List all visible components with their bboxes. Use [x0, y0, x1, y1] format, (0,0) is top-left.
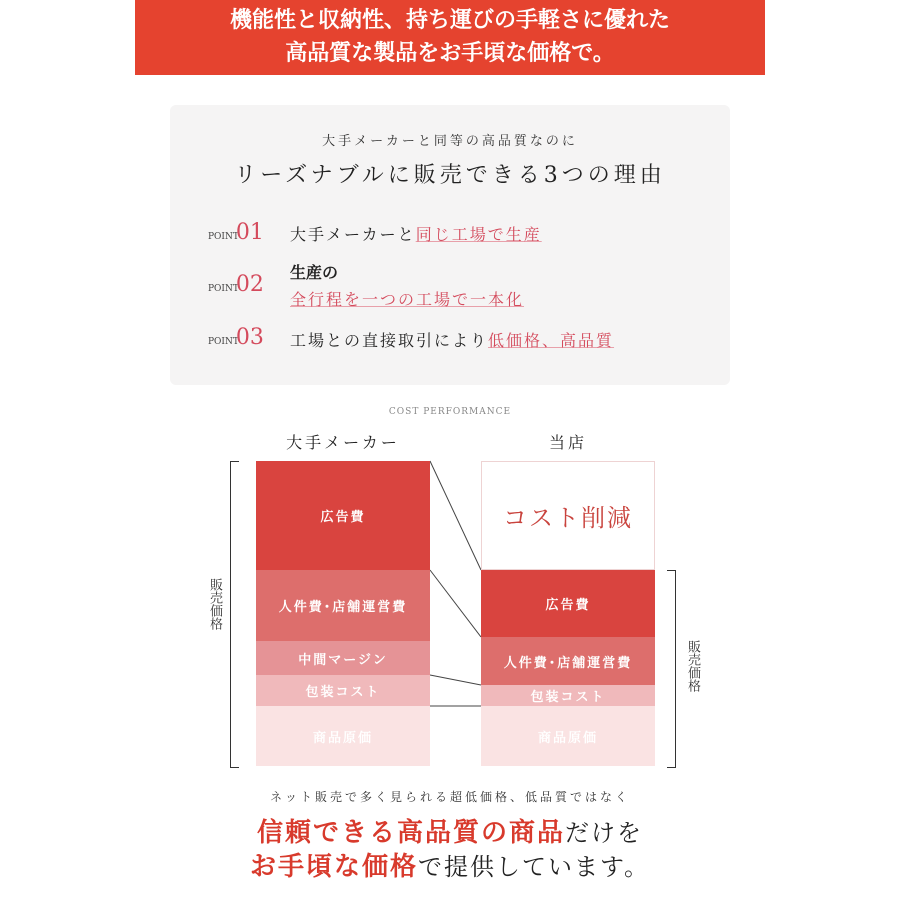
cost-reduction-box: コスト削減 — [481, 461, 655, 570]
point-2-label: POINT02 — [208, 272, 264, 297]
banner-line-2: 高品質な製品をお手頃な価格で。 — [285, 41, 615, 66]
right-product-cost: 商品原価 — [481, 706, 655, 766]
point-1-text: 大手メーカーと同じ工場で生産 — [290, 225, 542, 244]
footer-small: ネット販売で多く見られる超低価格、低品質ではなく — [269, 790, 630, 804]
left-price-label: 販売価格 — [207, 578, 222, 630]
right-price-bracket — [667, 570, 676, 768]
left-price-bracket — [230, 461, 239, 768]
banner-line-1: 機能性と収納性、持ち運びの手軽さに優れた — [229, 8, 670, 33]
cost-heading: COST PERFORMANCE — [388, 407, 512, 417]
right-ad-cost: 広告費 — [481, 570, 655, 637]
left-ad-cost: 広告費 — [256, 461, 430, 570]
reasons-title: リーズナブルに販売できる3つの理由 — [234, 163, 666, 188]
left-packaging: 包装コスト — [256, 675, 430, 706]
right-price-label: 販売価格 — [685, 640, 700, 692]
point-1-label: POINT01 — [208, 220, 264, 245]
left-labor-cost: 人件費･店舗運営費 — [256, 570, 430, 641]
reasons-subtitle: 大手メーカーと同等の高品質なのに — [322, 134, 578, 149]
point-3-label: POINT03 — [208, 325, 264, 350]
left-title: 大手メーカー — [286, 433, 400, 452]
left-product-cost: 商品原価 — [256, 706, 430, 766]
point-2-highlight: 全行程を一つの工場で一本化 — [290, 290, 525, 309]
point-2-text: 生産の — [290, 263, 339, 282]
right-title: 当店 — [548, 433, 587, 452]
right-labor-cost: 人件費･店舗運営費 — [481, 637, 655, 685]
footer-line-2: お手頃な価格で提供しています。 — [249, 852, 651, 882]
right-packaging: 包装コスト — [481, 685, 655, 706]
footer-line-1: 信頼できる高品質の商品だけを — [256, 818, 643, 848]
point-3-text: 工場との直接取引により低価格、高品質 — [290, 331, 615, 350]
left-margin: 中間マージン — [256, 641, 430, 675]
